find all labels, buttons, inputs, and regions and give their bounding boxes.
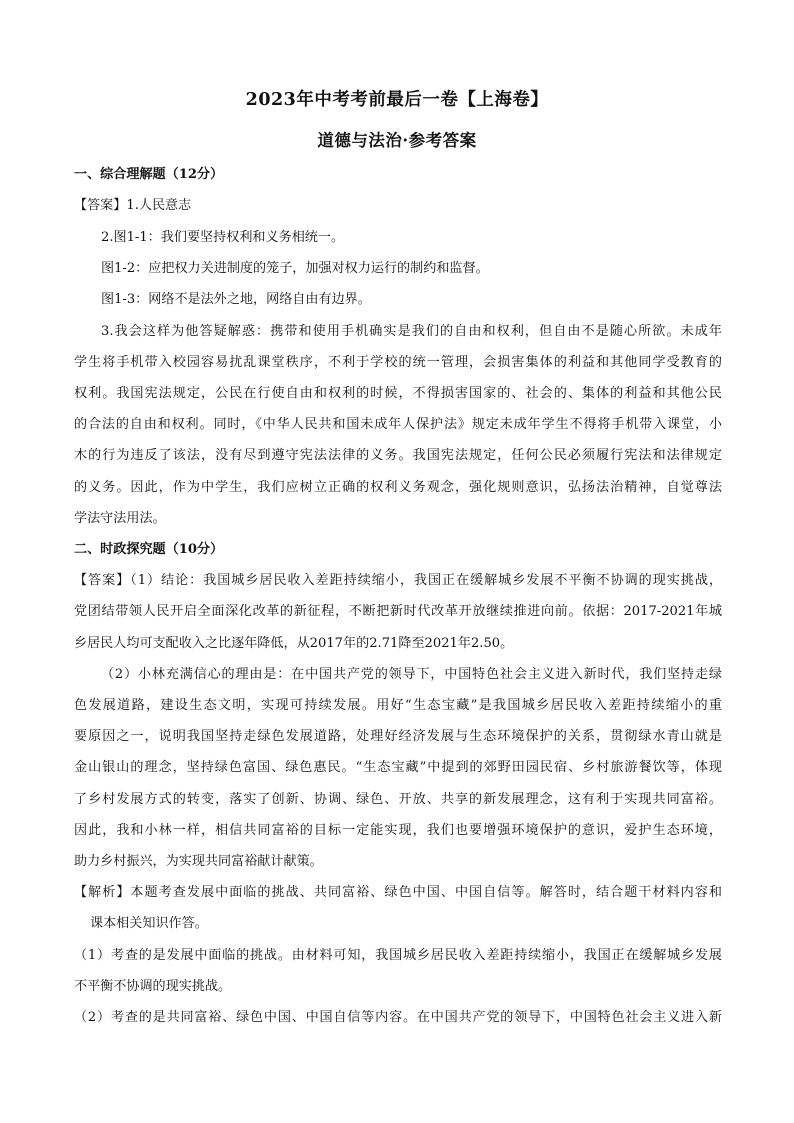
section-heading-1: 一、综合理解题（12分） bbox=[74, 167, 224, 182]
analysis-line: （1）考查的是发展中面临的挑战。由材料可知，我国城乡居民收入差距持续缩小，我国正在缓解城乡发展 bbox=[74, 948, 722, 963]
answer-line: （2）小林充满信心的理由是：在中国共产党的领导下，中国特色社会主义进入新时代，我们坚持走绿 bbox=[101, 667, 722, 682]
analysis-line: 不平衡不协调的现实挑战。 bbox=[74, 979, 232, 994]
answer-line: 权利。我国宪法规定，公民在行使自由和权利的时候，不得损害国家的、社会的、集体的利益和其他公民 bbox=[74, 386, 722, 401]
answer-line: 3.我会这样为他答疑解惑：携带和使用手机确实是我们的自由和权利，但自由不是随心所欲。未成年 bbox=[101, 324, 722, 339]
answer-line: 【答案】1.人民意志 bbox=[74, 198, 192, 213]
answer-line: 木的行为违反了该法，没有尽到遵守宪法法律的义务。我国宪法规定，任何公民必须履行宪法和法律规定 bbox=[74, 448, 722, 463]
analysis-line: （2）考查的是共同富裕、绿色中国、中国自信等内容。在中国共产党的领导下，中国特色社会主义进入新 bbox=[74, 1010, 722, 1025]
answer-line: 的合法的自由和权利。同时，《中华人民共和国未成年人保护法》规定未成年学生不得将手机带入课堂，小 bbox=[74, 417, 722, 432]
answer-line: 2.图1-1：我们要坚持权利和义务相统一。 bbox=[101, 230, 345, 245]
answer-line: 学生将手机带入校园容易扰乱课堂秩序，不利于学校的统一管理，会损害集体的利益和其他同学受教育的 bbox=[74, 355, 722, 370]
answer-line: 图1-3：网络不是法外之地，网络自由有边界。 bbox=[101, 292, 371, 307]
answer-line: 乡居民人均可支配收入之比逐年降低，从2017年的2.71降至2021年2.50。 bbox=[74, 636, 514, 651]
answer-line: 因此，我和小林一样，相信共同富裕的目标一定能实现，我们也要增强环境保护的意识，爱护生态环境， bbox=[74, 823, 722, 838]
answer-line: 【答案】（1）结论：我国城乡居民收入差距持续缩小，我国正在缓解城乡发展不平衡不协调的现实挑战， bbox=[74, 573, 722, 588]
document-title: 2023年中考考前最后一卷【上海卷】 bbox=[245, 90, 549, 110]
section-heading-2: 二、时政探究题（10分） bbox=[74, 542, 224, 557]
analysis-line: 课本相关知识作答。 bbox=[90, 916, 208, 931]
answer-line: 了乡村发展方式的转变，落实了创新、协调、绿色、开放、共享的新发展理念，这有利于实现共同富裕。 bbox=[74, 792, 722, 807]
analysis-line: 【解析】本题考查发展中面临的挑战、共同富裕、绿色中国、中国自信等。解答时，结合题干材料内容和 bbox=[74, 885, 722, 900]
answer-line: 助力乡村振兴，为实现共同富裕献计献策。 bbox=[74, 854, 323, 869]
answer-line: 图1-2：应把权力关进制度的笼子，加强对权力运行的制约和监督。 bbox=[101, 261, 489, 276]
answer-line: 要原因之一，说明我国坚持走绿色发展道路，处理好经济发展与生态环境保护的关系，贯彻绿水青山就是 bbox=[74, 729, 722, 744]
answer-line: 党团结带领人民开启全面深化改革的新征程，不断把新时代改革开放继续推进向前。依据：2017-2021年城 bbox=[74, 604, 722, 619]
answer-line: 色发展道路，建设生态文明，实现可持续发展。用好“生态宝藏”是我国城乡居民收入差距持续缩小的重 bbox=[74, 698, 722, 713]
answer-line: 金山银山的理念，坚持绿色富国、绿色惠民。“生态宝藏”中提到的郊野田园民宿、乡村旅游餐饮等，体现 bbox=[74, 760, 722, 775]
answer-line: 的义务。因此，作为中学生，我们应树立正确的权利义务观念，强化规则意识，弘扬法治精神，自觉尊法 bbox=[74, 480, 722, 495]
answer-line: 学法守法用法。 bbox=[74, 511, 166, 526]
document-subtitle: 道德与法治·参考答案 bbox=[317, 131, 477, 150]
